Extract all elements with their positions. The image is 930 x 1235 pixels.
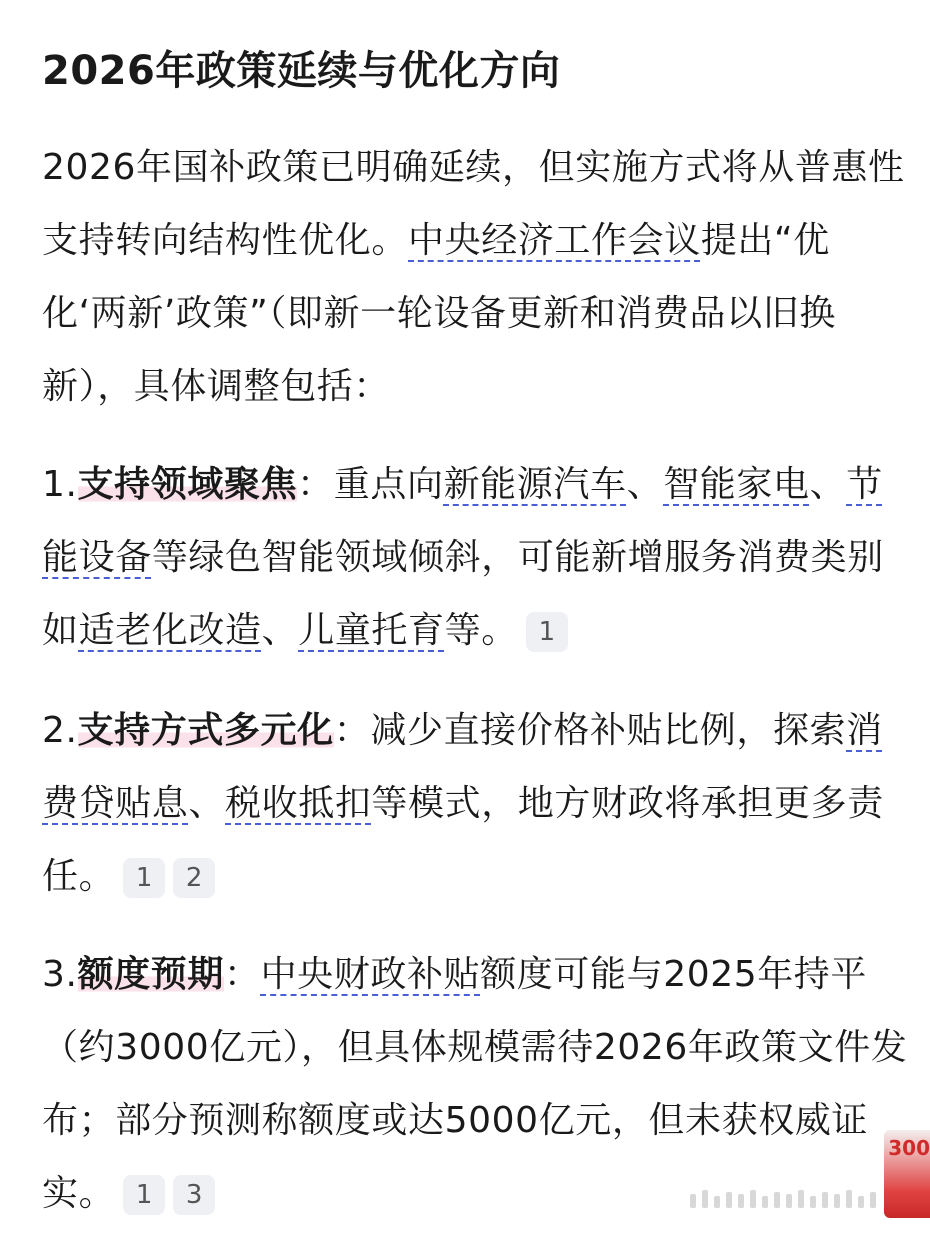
link-new-energy-vehicles[interactable]: 新能源汽车 xyxy=(443,464,627,505)
link-aging-renovation[interactable]: 适老化改造 xyxy=(78,610,262,651)
citation-badge[interactable]: 1 xyxy=(123,1175,165,1215)
item3-number: 3. xyxy=(42,954,78,995)
item2-number: 2. xyxy=(42,710,78,751)
intro-text-1: 2026年国补政策已明确延续，但实施方式将从普惠性支持转向结构性优化。 xyxy=(42,147,905,261)
link-tax-deduction[interactable]: 税收抵扣 xyxy=(225,783,372,824)
item3-text-b: 额度可能与2025年持平（约3000亿元），但具体规模需待2026年政策文件发布；部分预测称额度或达5000亿元，但未获权威证实。 xyxy=(42,954,908,1214)
item1-text-c: 等。 xyxy=(444,610,518,651)
item1-text-a: ：重点向 xyxy=(297,464,444,505)
item2-text-a: ：减少直接价格补贴比例，探索 xyxy=(333,710,847,751)
intro-paragraph xyxy=(42,131,910,423)
item1-sep-1: 、 xyxy=(626,464,664,505)
item2-sep-1: 、 xyxy=(188,783,226,824)
link-energy-saving-equipment[interactable]: 节能设备 xyxy=(42,464,883,578)
link-child-care[interactable]: 儿童托育 xyxy=(298,610,445,651)
list-item-1 xyxy=(42,448,910,667)
watermark-icon xyxy=(690,1188,890,1212)
list-item-3 xyxy=(42,938,910,1230)
item2-heading: 支持方式多元化 xyxy=(77,710,334,751)
item1-number: 1. xyxy=(42,464,78,505)
citation-badge[interactable]: 1 xyxy=(526,612,568,652)
citation-badge[interactable]: 1 xyxy=(123,858,165,898)
link-central-fiscal-subsidy[interactable]: 中央财政补贴 xyxy=(260,954,481,995)
item3-text-a: ： xyxy=(223,954,261,995)
item2-text-b: 等模式，地方财政将承担更多责任。 xyxy=(42,783,884,897)
link-smart-appliances[interactable]: 智能家电 xyxy=(663,464,810,505)
citation-badge[interactable]: 3 xyxy=(173,1175,215,1215)
item1-sep-4: 、 xyxy=(261,610,299,651)
page-title: 2026年政策延续与优化方向 xyxy=(42,48,561,94)
corner-badge-text: 300 xyxy=(888,1136,930,1160)
intro-text-2: 提出“优化‘两新’政策”（即新一轮设备更新和消费品以旧换新），具体调整包括： xyxy=(42,220,836,407)
link-consumer-loan-subsidy[interactable]: 消费贷贴息 xyxy=(42,710,883,824)
item1-heading: 支持领域聚焦 xyxy=(77,464,298,505)
item3-heading: 额度预期 xyxy=(77,954,224,995)
item1-text-b: 等绿色智能领域倾斜，可能新增服务消费类别如 xyxy=(42,537,884,651)
list-item-2 xyxy=(42,694,910,913)
link-central-economic-conference[interactable]: 中央经济工作会议 xyxy=(408,220,701,261)
citation-badge[interactable]: 2 xyxy=(173,858,215,898)
item1-sep-2: 、 xyxy=(809,464,847,505)
